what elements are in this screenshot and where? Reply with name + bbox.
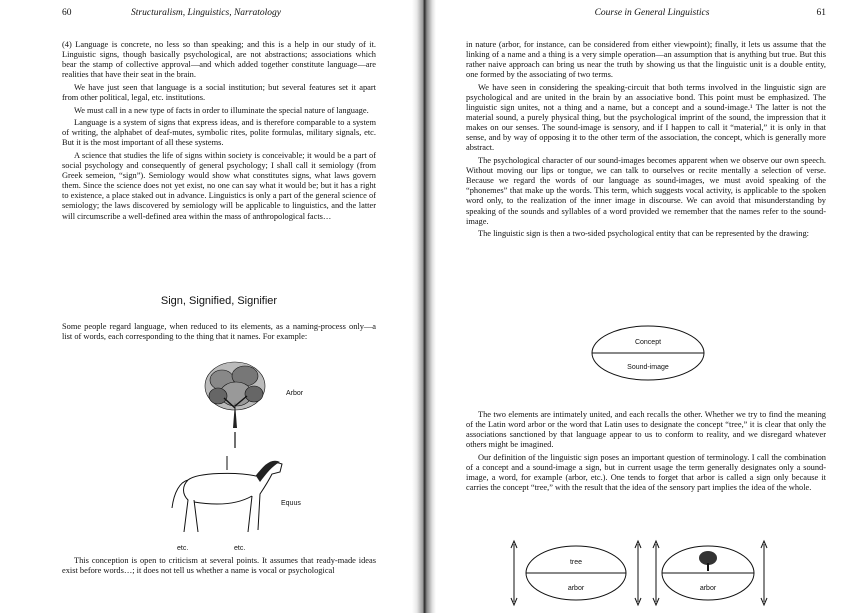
diagram-arbor-label-2: arbor <box>699 585 717 592</box>
right-running-head: Course in General Linguistics <box>594 8 710 18</box>
section-heading: Sign, Signified, Signifier <box>160 295 278 307</box>
left-header <box>0 8 412 22</box>
left-page-number: 60 <box>62 8 72 18</box>
tree-arbor-diagram <box>508 536 648 610</box>
tree-illustration <box>200 358 270 450</box>
diagram-tree-label: tree <box>569 559 583 566</box>
left-page <box>0 0 412 613</box>
diagram-sound-image-label: Sound-image <box>627 364 669 371</box>
left-top-text <box>62 40 376 224</box>
paragraph: We have seen in considering the speaking-circuit that both terms involved in the linguistic sign are psychological and are united in the brain by an associative bond. This point must be emphasized. The linguistic sign unites, not a thing and a name, but a concept and a sound-image.¹ The latter is not the material sound, a purely physical thing, but the psychological imprint of the sound, the impression that it makes on our senses. The sound-image is sensory, and if I happen to call it “material,” it is only in that sense, and by way of opposing it to the other term of the association, the concept, which is generally more abstract. <box>466 82 826 153</box>
etc-label-right: etc. <box>234 545 246 552</box>
diagram-arbor-label: arbor <box>567 585 585 592</box>
right-top-text <box>466 40 826 242</box>
right-bottom-text <box>466 410 826 496</box>
book-gutter <box>412 0 436 613</box>
paragraph: We have just seen that language is a social institution; but several features set it apart from other political, legal, etc. institutions. <box>62 82 376 102</box>
paragraph: The psychological character of our sound-images becomes apparent when we observe our own speech. Without moving our lips or tongue, we can talk to ourselves or recite mentally a selection of verse. Because we regard the words of our language as sound-images, we must avoid speaking of the “phonemes” that make up the words. This term, which suggests vocal activity, is applicable to the spoken word only, to the realization of the inner image in discourse. We can avoid that misunderstanding by speaking of the sounds and syllables of a word provided we remember that the names refer to the sound-image. <box>466 156 826 226</box>
right-page <box>436 0 848 613</box>
left-running-head: Structuralism, Linguistics, Narratology <box>131 8 281 18</box>
paragraph: The linguistic sign is then a two-sided psychological entity that can be represented by the drawing: <box>478 229 809 239</box>
paragraph: A science that studies the life of signs within society is conceivable; it would be a part of social psychology and consequently of general psychology; I shall call it semiology (from Greek semeion, “sign”). Semiology would show what constitutes signs, what laws govern them. Since the science does not yet exist, no one can say what it would be; but it has a right to existence, a place staked out in advance. Linguistics is only a part of the general science of semiology; the laws discovered by semiology will be applicable to linguistics, and the latter will circumscribe a well-defined area within the mass of anthropological facts… <box>62 150 376 221</box>
left-bottom-text <box>62 556 376 579</box>
paragraph: in nature (arbor, for instance, can be considered from either viewpoint); finally, it lets us assume that the linking of a name and a thing is a very simple operation—an assumption that is anything but true. But this rather naive approach can bring us near the truth by showing us that the linguistic unit is a double entity, one formed by the associating of two terms. <box>466 40 826 80</box>
diagram-concept-label: Concept <box>634 339 662 346</box>
sign-diagram <box>588 323 708 383</box>
horse-word-label: Equus <box>281 500 301 507</box>
tree-word-label: Arbor <box>286 390 304 397</box>
left-mid-text <box>62 322 376 345</box>
paragraph: Our definition of the linguistic sign poses an important question of terminology. I call the combination of a concept and a sound-image a sign, but in current usage the term generally designates only a sound-image, a word, for example (arbor, etc.). One tends to forget that arbor is called a sign only because it carries the concept “tree,” with the result that the idea of the sensory part implies the idea of the whole. <box>466 452 826 493</box>
paragraph: Language is a system of signs that express ideas, and is therefore comparable to a system of writing, the alphabet of deaf-mutes, symbolic rites, polite formulas, military signals, etc. But it is the most important of all these systems. <box>62 118 376 148</box>
paragraph: We must call in a new type of facts in order to illuminate the special nature of language. <box>74 105 369 115</box>
paragraph: (4) Language is concrete, no less so than speaking; and this is a help in our study of it. Linguistic signs, though basically psychological, are not abstractions; associations which bear the stamp of collective approval—and which added together constitute language—are realities that have their seat in the brain. <box>62 40 376 80</box>
paragraph: The two elements are intimately united, and each recalls the other. Whether we try to find the meaning of the Latin word arbor or the word that Latin uses to designate the concept “tree,” it is clear that only the associations sanctioned by that language appear to us to conform to reality, and we disregard whatever others might be imagined. <box>466 410 826 450</box>
paragraph: This conception is open to criticism at several points. It assumes that ready-made ideas exist before words…; it does not tell us whether a name is vocal or psychological <box>62 556 376 576</box>
small-tree-icon <box>699 551 717 571</box>
paragraph: Some people regard language, when reduced to its elements, as a naming-process only—a list of words, each corresponding to the thing that it names. For example: <box>62 322 376 342</box>
right-page-number: 61 <box>816 8 826 18</box>
horse-illustration <box>168 452 286 544</box>
right-header <box>436 8 848 22</box>
picture-arbor-diagram <box>650 536 770 610</box>
etc-label-left: etc. <box>177 545 189 552</box>
